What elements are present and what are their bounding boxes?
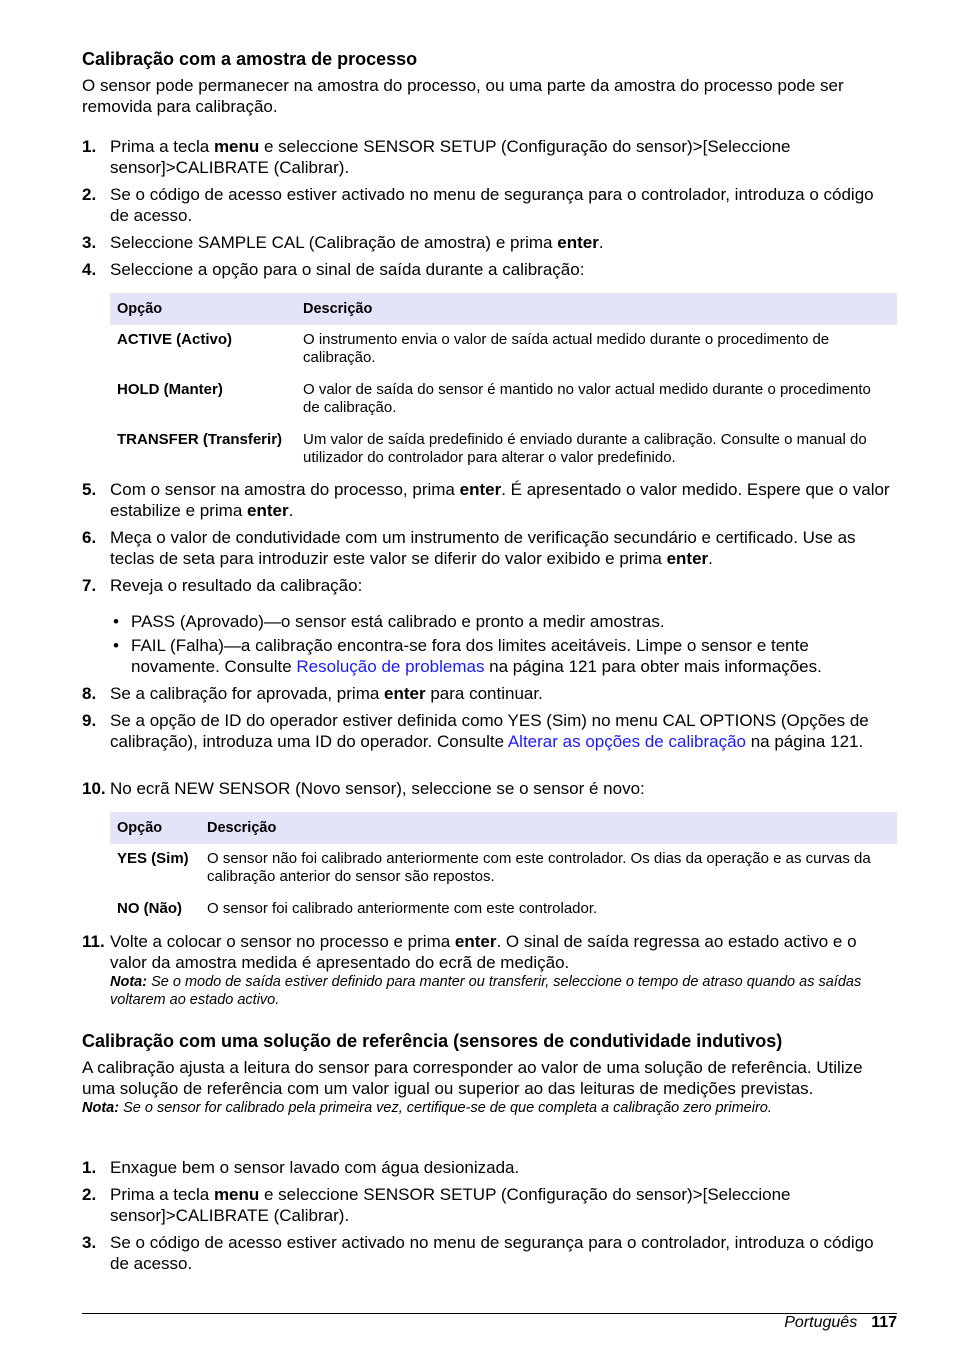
step-text: Reveja o resultado da calibração:: [110, 576, 363, 595]
step-text: Se o código de acesso estiver activado no menu de segurança para o controlador, introduza o código de acesso.: [110, 1233, 874, 1273]
step-text: Com o sensor na amostra do processo, prima enter. É apresentado o valor medido. Espere que o valor estabilize e prima enter.: [110, 480, 890, 520]
link-alterar-opcoes[interactable]: Alterar as opções de calibração: [507, 731, 746, 751]
table-row: [110, 894, 897, 918]
section-intro: A calibração ajusta a leitura do sensor para corresponder ao valor de uma solução de referência. Utilize uma solução de referência com um valor igual ou superior ao das leituras de medições previstas.: [82, 1058, 863, 1098]
note: [82, 1099, 897, 1117]
description-cell: Um valor de saída predefinido é enviado durante a calibração. Consulte o manual do utilizador do controlador para alterar o valor predefinido.: [303, 431, 867, 466]
step-1: [82, 137, 897, 178]
table-row: [110, 375, 897, 425]
step-2: [82, 185, 897, 226]
step-text: Meça o valor de condutividade com um instrumento de verificação secundário e certificado. Use as teclas de seta para introduzir este valor se diferir do valor exibido e prima enter.: [110, 528, 856, 568]
option-cell: YES (Sim): [117, 850, 189, 867]
step-9: [82, 711, 897, 752]
step-text: No ecrã NEW SENSOR (Novo sensor), seleccione se o sensor é novo:: [110, 779, 645, 798]
step-number: 11.: [82, 932, 105, 951]
step-11: [82, 932, 897, 1009]
section-intro: O sensor pode permanecer na amostra do processo, ou uma parte da amostra do processo pode ser removida para calibração.: [82, 76, 844, 116]
table-header: Opção: [110, 812, 200, 844]
step-number: 2.: [82, 1185, 97, 1204]
page-number: 117: [871, 1314, 897, 1331]
step-6: [82, 528, 897, 569]
note-text: Se o sensor for calibrado pela primeira vez, certifique-se de que completa a calibração zero primeiro.: [119, 1100, 772, 1116]
section-intro-block: [82, 1058, 897, 1117]
link-resolucao-problemas[interactable]: Resolução de problemas: [296, 656, 485, 676]
section-title: Calibração com a amostra de processo: [82, 49, 418, 69]
description-cell: O sensor não foi calibrado anteriormente com este controlador. Os dias da operação e as curvas da calibração anterior do sensor são repostos.: [207, 850, 871, 885]
step-number: 4.: [82, 260, 97, 279]
step-2: [82, 1185, 897, 1226]
step-number: 7.: [82, 576, 97, 595]
step-number: 3.: [82, 233, 97, 252]
description-cell: O sensor foi calibrado anteriormente com este controlador.: [207, 900, 598, 917]
option-cell: ACTIVE (Activo): [117, 331, 233, 348]
note: [110, 973, 897, 1009]
step-number: 6.: [82, 528, 97, 547]
step-number: 1.: [82, 137, 97, 156]
bullet-fail: [82, 636, 897, 677]
option-cell: NO (Não): [117, 900, 182, 917]
section-title: Calibração com uma solução de referência (sensores de condutividade indutivos): [82, 1031, 783, 1051]
bullet-text: FAIL (Falha)—a calibração encontra-se fora dos limites aceitáveis. Limpe o sensor e tente novamente. Consulte Resolução de problemas na página 121 para obter mais informações.: [131, 636, 822, 676]
table-row: [110, 325, 897, 375]
step-text: Se o código de acesso estiver activado no menu de segurança para o controlador, introduza o código de acesso.: [110, 185, 874, 225]
bullet-dot: •: [113, 612, 119, 631]
step-text: Se a calibração for aprovada, prima enter para continuar.: [110, 684, 543, 703]
step-3: [82, 233, 897, 254]
step-number: 8.: [82, 684, 97, 703]
options-table-output: [110, 293, 897, 467]
description-cell: O instrumento envia o valor de saída actual medido durante o procedimento de calibração.: [303, 331, 830, 366]
table-header: Opção: [110, 293, 296, 325]
description-cell: O valor de saída do sensor é mantido no valor actual medido durante o procedimento de calibração.: [303, 381, 871, 416]
step-text: Prima a tecla menu e seleccione SENSOR SETUP (Configuração do sensor)>[Seleccione sensor]>CALIBRATE (Calibrar).: [110, 1185, 791, 1225]
step-3: [82, 1233, 897, 1274]
step-number: 3.: [82, 1233, 97, 1252]
page-footer: [784, 1313, 897, 1333]
step-text: Enxague bem o sensor lavado com água desionizada.: [110, 1158, 520, 1177]
table-row: [110, 425, 897, 467]
step-7: [82, 576, 897, 597]
step-1: [82, 1158, 897, 1179]
bullet-text: PASS (Aprovado)—o sensor está calibrado e pronto a medir amostras.: [131, 612, 665, 631]
bullet-pass: [82, 612, 897, 633]
option-cell: TRANSFER (Transferir): [117, 431, 283, 448]
step-4: [82, 260, 897, 281]
step-text: Seleccione SAMPLE CAL (Calibração de amostra) e prima enter.: [110, 233, 604, 252]
step-text: Volte a colocar o sensor no processo e prima enter. O sinal de saída regressa ao estado activo e o valor da amostra medida é apresentado do ecrã de medição.: [110, 932, 857, 972]
step-text: Se a opção de ID do operador estiver definida como YES (Sim) no menu CAL OPTIONS (Opções de calibração), introduza uma ID do operador. Consulte Alterar as opções de calibração na página 121.: [110, 711, 869, 751]
bullet-dot: •: [113, 636, 119, 655]
step-text: Seleccione a opção para o sinal de saída durante a calibração:: [110, 260, 585, 279]
table-header: Descrição: [200, 812, 897, 844]
note-label: Nota:: [82, 1100, 120, 1116]
step-10: [82, 779, 897, 800]
step-number: 10.: [82, 779, 106, 798]
step-text: Prima a tecla menu e seleccione SENSOR SETUP (Configuração do sensor)>[Seleccione sensor]>CALIBRATE (Calibrar).: [110, 137, 791, 177]
note-text: Se o modo de saída estiver definido para manter ou transferir, seleccione o tempo de atraso quando as saídas voltarem ao estado activo.: [110, 974, 862, 1008]
step-number: 9.: [82, 711, 97, 730]
step-5: [82, 480, 897, 521]
option-cell: HOLD (Manter): [117, 381, 223, 398]
options-table-new-sensor: [110, 812, 897, 918]
footer-rule: [82, 1313, 897, 1314]
footer-language: Português: [784, 1314, 858, 1331]
table-header: Descrição: [296, 293, 897, 325]
step-number: 5.: [82, 480, 97, 499]
step-number: 2.: [82, 185, 97, 204]
table-row: [110, 844, 897, 894]
step-8: [82, 684, 897, 705]
step-number: 1.: [82, 1158, 97, 1177]
note-label: Nota:: [110, 974, 148, 990]
